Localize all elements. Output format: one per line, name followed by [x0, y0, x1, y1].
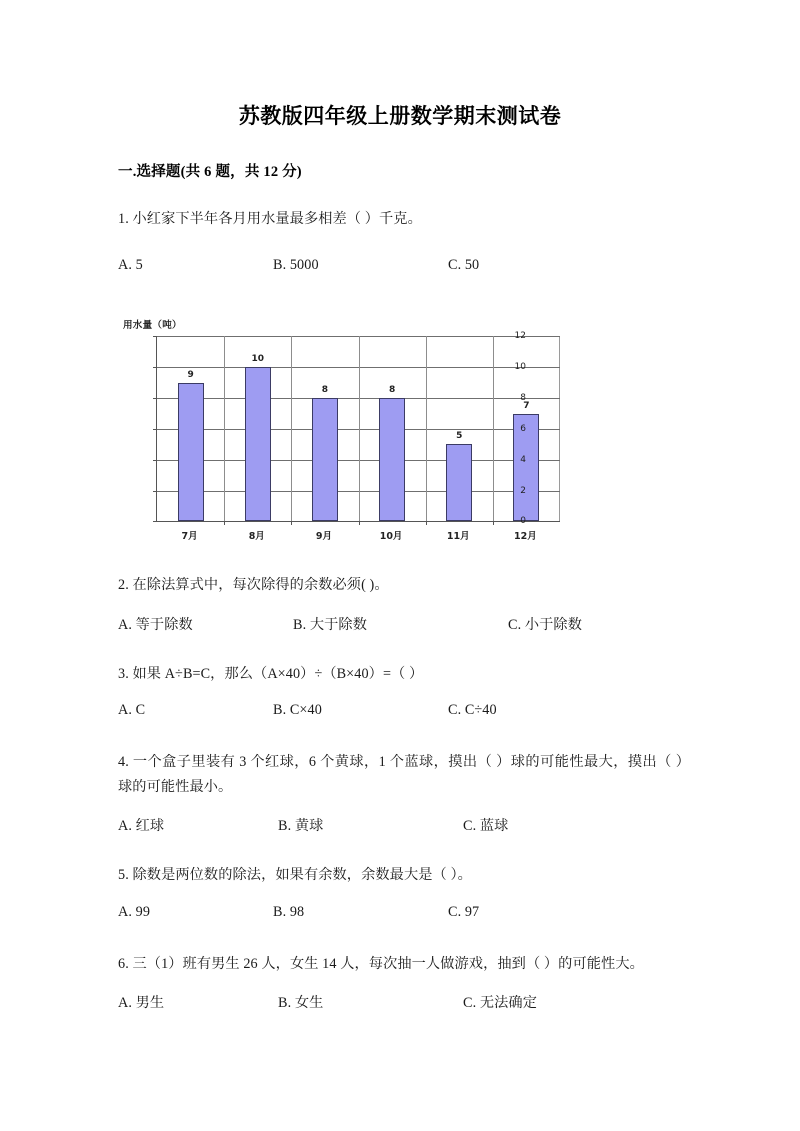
question-3-option-c[interactable]: C. C÷40: [448, 702, 497, 719]
question-4-option-a[interactable]: A. 红球: [118, 818, 165, 835]
chart-bar: [312, 398, 338, 521]
chart-y-tick-mark: [153, 460, 157, 461]
question-3-options: [118, 702, 690, 728]
chart-bar-value-label: 9: [187, 369, 194, 380]
question-6: [110, 952, 690, 1018]
question-2: [110, 573, 690, 639]
chart-bar: [245, 367, 271, 521]
chart-x-tick-mark: [493, 521, 494, 525]
chart-x-tick-mark: [426, 521, 427, 525]
chart-title: 用水量（吨）: [123, 320, 182, 332]
chart-y-tick-label: 4: [520, 454, 526, 465]
page-title: 苏教版四年级上册数学期末测试卷: [238, 103, 562, 128]
question-3: [110, 662, 690, 728]
question-5-option-c[interactable]: C. 97: [448, 903, 480, 920]
question-2-option-a[interactable]: A. 等于除数: [118, 616, 193, 633]
chart-y-tick-label: 8: [520, 393, 526, 404]
chart-x-tick-label: 10月: [379, 531, 403, 543]
water-usage-bar-chart: [118, 317, 568, 547]
question-4-stem: 4. 一个盒子里装有 3 个红球，6 个黄球，1 个蓝球，摸出（ ）球的可能性最大，摸出（ ）球的可能性最小。: [118, 754, 690, 795]
chart-y-tick-label: 2: [520, 485, 526, 496]
chart-x-tick-label: 11月: [446, 531, 470, 543]
chart-vertical-gridline: [359, 336, 360, 521]
question-3-stem: 3. 如果 A÷B=C，那么（A×40）÷（B×40）=（ ）: [118, 665, 424, 682]
question-2-option-b[interactable]: B. 大于除数: [293, 616, 368, 633]
chart-y-tick-mark: [153, 367, 157, 368]
chart-x-tick-mark: [224, 521, 225, 525]
question-4-options: [118, 815, 690, 841]
section-heading-choice: 一.选择题(共 6 题，共 12 分): [118, 164, 302, 180]
chart-x-tick-label: 12月: [514, 531, 537, 543]
question-5-stem: 5. 除数是两位数的除法，如果有余数，余数最大是（ ）。: [118, 867, 472, 884]
question-4-option-b[interactable]: B. 黄球: [278, 818, 324, 835]
question-4-option-c[interactable]: C. 蓝球: [463, 818, 509, 835]
chart-x-tick-label: 9月: [315, 531, 332, 543]
question-2-option-c[interactable]: C. 小于除数: [508, 616, 583, 633]
chart-bar-value-label: 8: [388, 385, 396, 396]
question-5-option-b[interactable]: B. 98: [273, 903, 305, 920]
chart-y-tick-label: 6: [520, 423, 526, 434]
chart-bar-value-label: 5: [456, 431, 463, 442]
chart-bar: [446, 444, 472, 521]
chart-y-tick-label: 10: [514, 362, 526, 373]
question-4: [110, 750, 690, 841]
question-1-option-c[interactable]: C. 50: [448, 257, 480, 274]
chart-vertical-gridline: [426, 336, 427, 521]
question-6-stem: 6. 三（1）班有男生 26 人，女生 14 人，每次抽一人做游戏，抽到（ ）的可能性大。: [118, 955, 644, 972]
chart-bar-value-label: 10: [251, 354, 265, 365]
chart-y-tick-label: 12: [514, 331, 526, 342]
question-3-option-a[interactable]: A. C: [118, 702, 146, 719]
question-6-options: [118, 992, 690, 1018]
chart-x-tick-label: 8月: [248, 531, 265, 543]
question-2-options: [118, 614, 690, 640]
chart-x-tick-mark: [359, 521, 360, 525]
chart-x-tick-mark: [291, 521, 292, 525]
question-5: [110, 863, 690, 929]
chart-vertical-gridline: [224, 336, 225, 521]
chart-y-tick-label: 0: [520, 516, 526, 527]
question-6-option-a[interactable]: A. 男生: [118, 994, 165, 1011]
chart-bar: [178, 383, 204, 522]
question-6-option-b[interactable]: B. 女生: [278, 994, 324, 1011]
chart-bar-value-label: 7: [523, 400, 530, 411]
chart-y-tick-mark: [153, 336, 157, 337]
chart-bar-value-label: 8: [321, 385, 329, 396]
question-2-stem: 2. 在除法算式中，每次除得的余数必须( )。: [118, 577, 389, 594]
question-6-option-c[interactable]: C. 无法确定: [463, 994, 538, 1011]
question-3-option-b[interactable]: B. C×40: [273, 702, 322, 719]
chart-y-tick-mark: [153, 429, 157, 430]
chart-vertical-gridline: [493, 336, 494, 521]
question-5-options: [118, 904, 690, 930]
page-content: [110, 0, 690, 1018]
chart-bar: [379, 398, 405, 521]
chart-x-tick-label: 7月: [181, 531, 198, 543]
chart-y-tick-mark: [153, 491, 157, 492]
question-1-option-b[interactable]: B. 5000: [273, 257, 319, 274]
question-5-option-a[interactable]: A. 99: [118, 903, 151, 920]
question-1-stem: 1. 小红家下半年各月用水量最多相差（ ）千克。: [118, 211, 422, 227]
question-1: [110, 207, 690, 547]
question-1-options: [118, 257, 690, 283]
chart-vertical-gridline: [291, 336, 292, 521]
chart-y-tick-mark: [153, 398, 157, 399]
question-1-option-a[interactable]: A. 5: [118, 257, 143, 274]
chart-y-tick-mark: [153, 521, 157, 522]
